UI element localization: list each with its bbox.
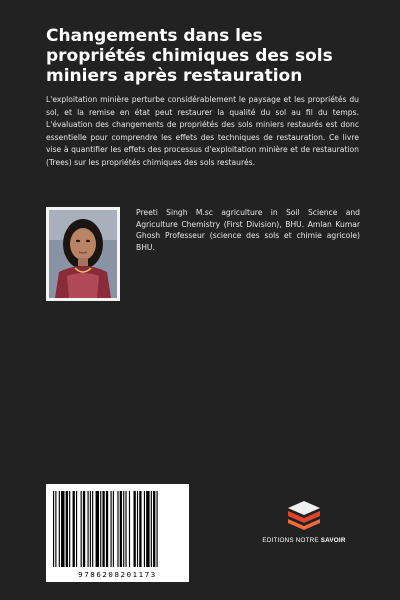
barcode-bar xyxy=(106,491,108,567)
barcode-bar xyxy=(90,491,91,567)
barcode-bar xyxy=(151,491,152,567)
isbn-number: 9786208201173 xyxy=(78,570,157,579)
book-stack-icon xyxy=(284,498,324,532)
publisher-name-prefix: EDITIONS NOTRE xyxy=(262,537,321,544)
book-description: L'exploitation minière perturbe considérablement le paysage et les propriétés du sol, et la remise en état peut restaurer la qualité du sol au fil du temps. L'évaluation des changements de propriétés des sols miniers restaurés est donc essentielle pour comprendre les effets des techniques de restauration. Ce livre vise à quantifier les effets des processus d'exploitation minière et de restauration (Trees) sur les propriétés chimiques des sols restaurés. xyxy=(46,95,359,167)
barcode-bar xyxy=(111,491,112,567)
author-portrait-image xyxy=(49,210,117,298)
barcode-bar xyxy=(83,491,85,567)
barcode-bar xyxy=(113,491,114,567)
author-photo xyxy=(46,207,120,301)
barcode-bar xyxy=(66,491,68,567)
publisher-logo xyxy=(255,498,353,544)
barcode-bar xyxy=(120,491,122,567)
barcode-bar xyxy=(53,491,54,567)
publisher-name-bold: SAVOIR xyxy=(320,537,346,544)
barcode-bar xyxy=(59,491,60,567)
barcode-bar xyxy=(69,491,70,567)
barcode-bar xyxy=(146,491,149,567)
barcode-bar xyxy=(76,491,77,567)
barcode-bar xyxy=(125,491,126,567)
barcode-bar xyxy=(153,491,155,567)
publisher-name xyxy=(255,537,353,544)
barcode-bars xyxy=(53,491,182,567)
barcode-bar xyxy=(73,491,75,567)
isbn-barcode xyxy=(46,484,189,582)
barcode-bar xyxy=(92,491,93,567)
book-title: Changements dans les propriétés chimiques des sols miniers après restauration xyxy=(46,26,333,86)
author-bio: Preeti Singh M.sc agriculture in Soil Science and Agriculture Chemistry (First Division), BHU. Amlan Kumar Ghosh Professeur (science des sols et chimie agricole) BHU. xyxy=(136,208,360,252)
barcode-bar xyxy=(81,491,82,567)
barcode-bar xyxy=(144,491,145,567)
barcode-bar xyxy=(139,491,141,567)
barcode-bar xyxy=(117,491,118,567)
barcode-bar xyxy=(134,491,136,567)
barcode-bar xyxy=(88,491,89,567)
barcode-bar xyxy=(137,491,138,567)
barcode-bar xyxy=(123,491,124,567)
barcode-bar xyxy=(96,491,99,567)
barcode-bar xyxy=(129,491,130,567)
barcode-bar xyxy=(100,491,101,567)
barcode-bar xyxy=(157,491,158,567)
barcode-bar xyxy=(102,491,104,567)
barcode-bar xyxy=(55,491,56,567)
barcode-bar xyxy=(61,491,64,567)
